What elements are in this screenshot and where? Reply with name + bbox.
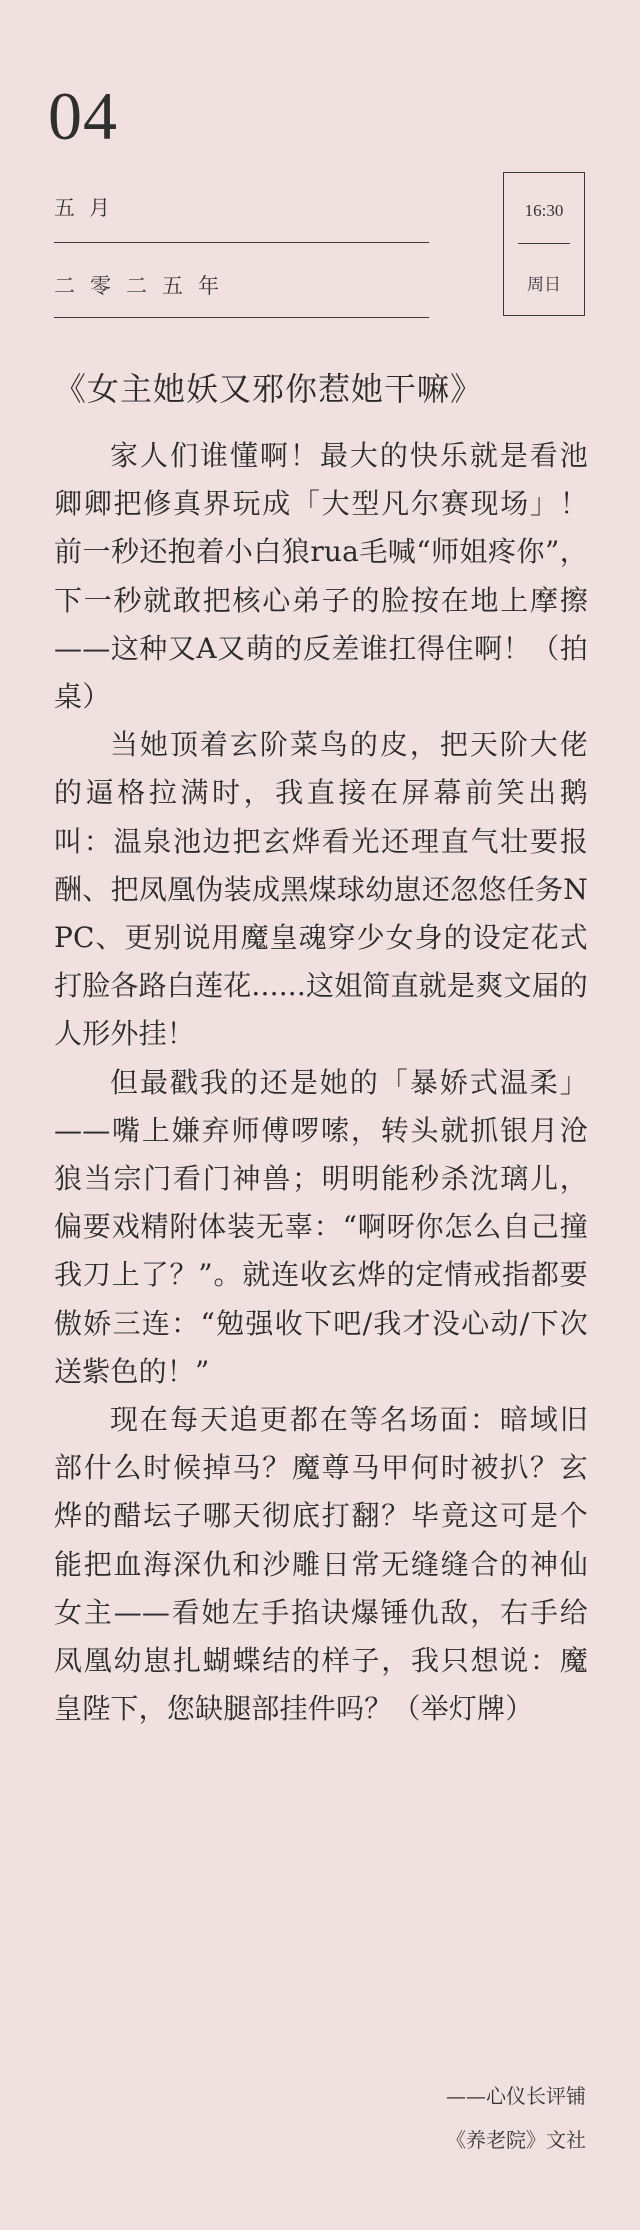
time-label: 16:30 [524, 201, 564, 220]
weekday-label: 周日 [527, 275, 561, 295]
author-label: ——心仪长评铺 [446, 2084, 586, 2108]
book-title: 《女主她妖又邪你惹她干嘛》 [54, 370, 484, 408]
time-box-divider [518, 243, 570, 244]
paragraph-2: 当她顶着玄阶菜鸟的皮，把天阶大佬的逼格拉满时，我直接在屏幕前笑出鹅叫：温泉池边把玄烨看光还理直气壮要报酬、把凤凰伪装成黑煤球幼崽还忽悠任务NPC、更别说用魔皇魂穿少女身的设定花式打脸各路白莲花......这姐简直就是爽文届的人形外挂！ [54, 728, 589, 1051]
signature [446, 2074, 586, 2162]
day-number: 04 [48, 78, 118, 154]
header-divider-2 [54, 317, 429, 318]
month-label: 五月 [54, 196, 124, 220]
time-box [503, 172, 585, 316]
publisher-label: 《养老院》文社 [446, 2128, 586, 2152]
article-body [54, 432, 588, 1733]
header-divider-1 [54, 242, 429, 243]
year-label: 二零二五年 [54, 274, 234, 298]
paragraph-4: 现在每天追更都在等名场面：暗域旧部什么时候掉马？魔尊马甲何时被扒？玄烨的醋坛子哪天彻底打翻？毕竟这可是个能把血海深仇和沙雕日常无缝缝合的神仙女主——看她左手掐诀爆锤仇敌，右手给凤凰幼崽扎蝴蝶结的样子，我只想说：魔皇陛下，您缺腿部挂件吗？（举灯牌） [54, 1403, 588, 1726]
paragraph-3: 但最戳我的还是她的「暴娇式温柔」——嘴上嫌弃师傅啰嗦，转头就抓银月沧狼当宗门看门神兽；明明能秒杀沈璃儿，偏要戏精附体装无辜：“啊呀你怎么自己撞我刀上了？”。就连收玄烨的定情戒指都要傲娇三连：“勉强收下吧/我才没心动/下次送紫色的！” [54, 1065, 588, 1388]
paragraph-1: 家人们谁懂啊！最大的快乐就是看池卿卿把修真界玩成「大型凡尔赛现场」！前一秒还抱着小白狼rua毛喊“师姐疼你”，下一秒就敢把核心弟子的脸按在地上摩擦——这种又A又萌的反差谁扛得住啊！（拍桌） [54, 439, 588, 714]
